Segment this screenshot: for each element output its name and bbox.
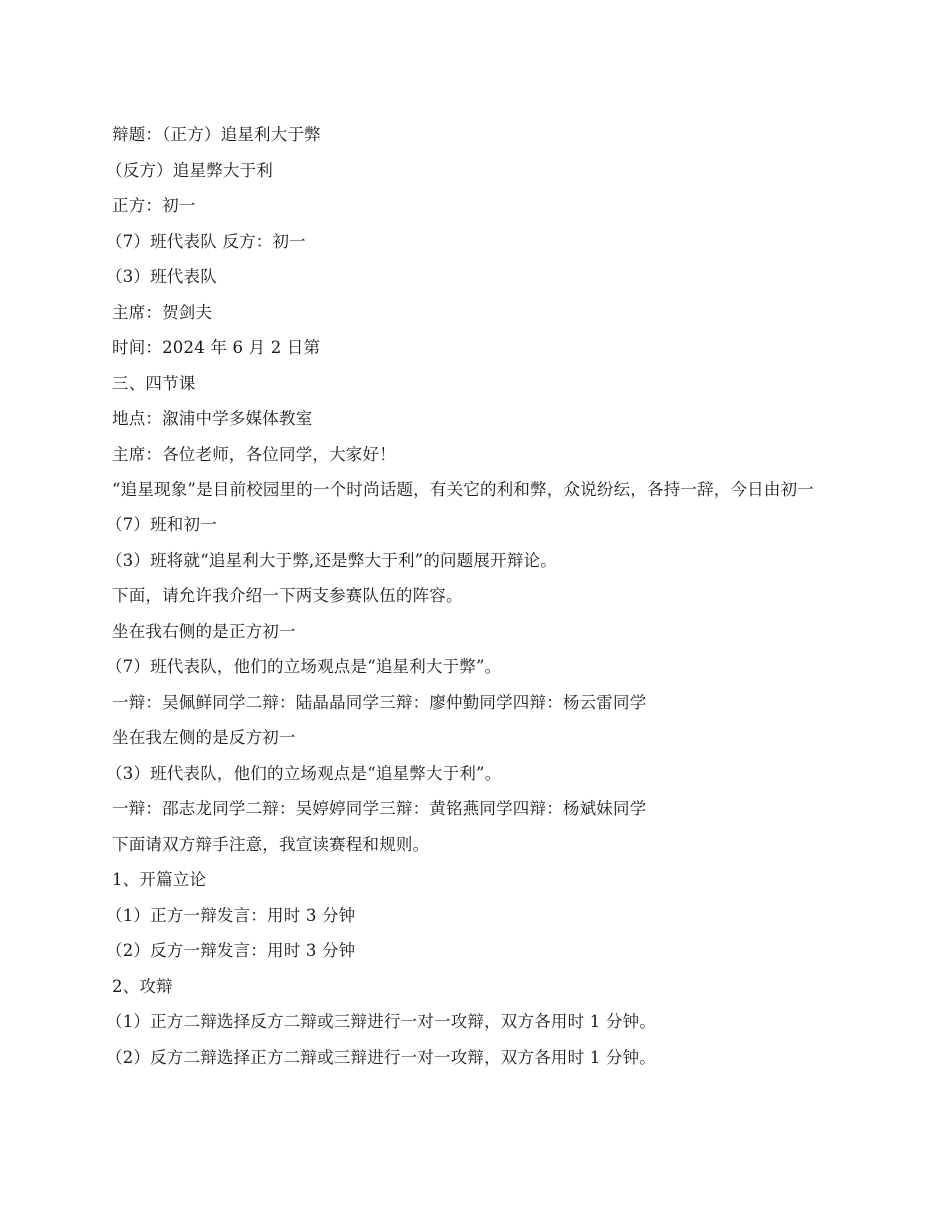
section-heading: 1、开篇立论: [112, 870, 207, 889]
text-line: 坐在我左侧的是反方初一: [112, 728, 296, 747]
text-line: （3）班将就“追星利大于弊,还是弊大于利”的问题展开辩论。: [106, 550, 557, 570]
rule-item: （1）正方一辩发言：用时 3 分钟: [106, 905, 356, 925]
text-line: （3）班代表队，他们的立场观点是“追星弊大于利”。: [106, 763, 502, 783]
chair-line: 主席：贺剑夫: [112, 302, 213, 322]
document-body: [106, 124, 838, 1082]
text-line: 三、四节课: [112, 373, 196, 393]
rule-item: （1）正方二辩选择反方二辩或三辩进行一对一攻辩，双方各用时 1 分钟。: [106, 1012, 656, 1031]
rule-item: （2）反方一辩发言：用时 3 分钟: [106, 941, 356, 960]
text-line: （7）班代表队 反方：初一: [106, 231, 306, 251]
chair-greeting-line: 主席：各位老师，各位同学，大家好！: [112, 444, 396, 464]
text-line: （7）班和初一: [106, 515, 217, 534]
debate-topic-line: 辩题：（正方）追星利大于弊: [112, 125, 321, 144]
text-line: 坐在我右侧的是正方初一: [112, 621, 296, 641]
location-line: 地点：溆浦中学多媒体教室: [112, 409, 313, 428]
intro-paragraph: “追星现象”是目前校园里的一个时尚话题，有关它的利和弊，众说纷纭，各持一辞，今日由初一: [112, 480, 814, 499]
rule-item: （2）反方二辩选择正方二辩或三辩进行一对一攻辩，双方各用时 1 分钟。: [106, 1047, 656, 1067]
negative-debaters-line: 一辩：邵志龙同学二辩：吴婷婷同学三辩：黄铭燕同学四辩：杨斌妹同学: [112, 799, 647, 818]
text-line: （7）班代表队，他们的立场观点是“追星利大于弊”。: [106, 657, 502, 676]
affirmative-line: 正方：初一: [112, 196, 196, 215]
text-line: （反方）追星弊大于利: [106, 160, 273, 180]
time-line: 时间：2024 年 6 月 2 日第: [112, 338, 321, 357]
text-line: 下面请双方辩手注意，我宣读赛程和规则。: [112, 834, 430, 854]
text-line: 下面，请允许我介绍一下两支参赛队伍的阵容。: [112, 586, 463, 605]
section-heading: 2、攻辩: [112, 976, 173, 996]
affirmative-debaters-line: 一辩：吴佩鲜同学二辩：陆晶晶同学三辩：廖仲勤同学四辩：杨云雷同学: [112, 692, 647, 712]
text-line: （3）班代表队: [106, 267, 217, 286]
